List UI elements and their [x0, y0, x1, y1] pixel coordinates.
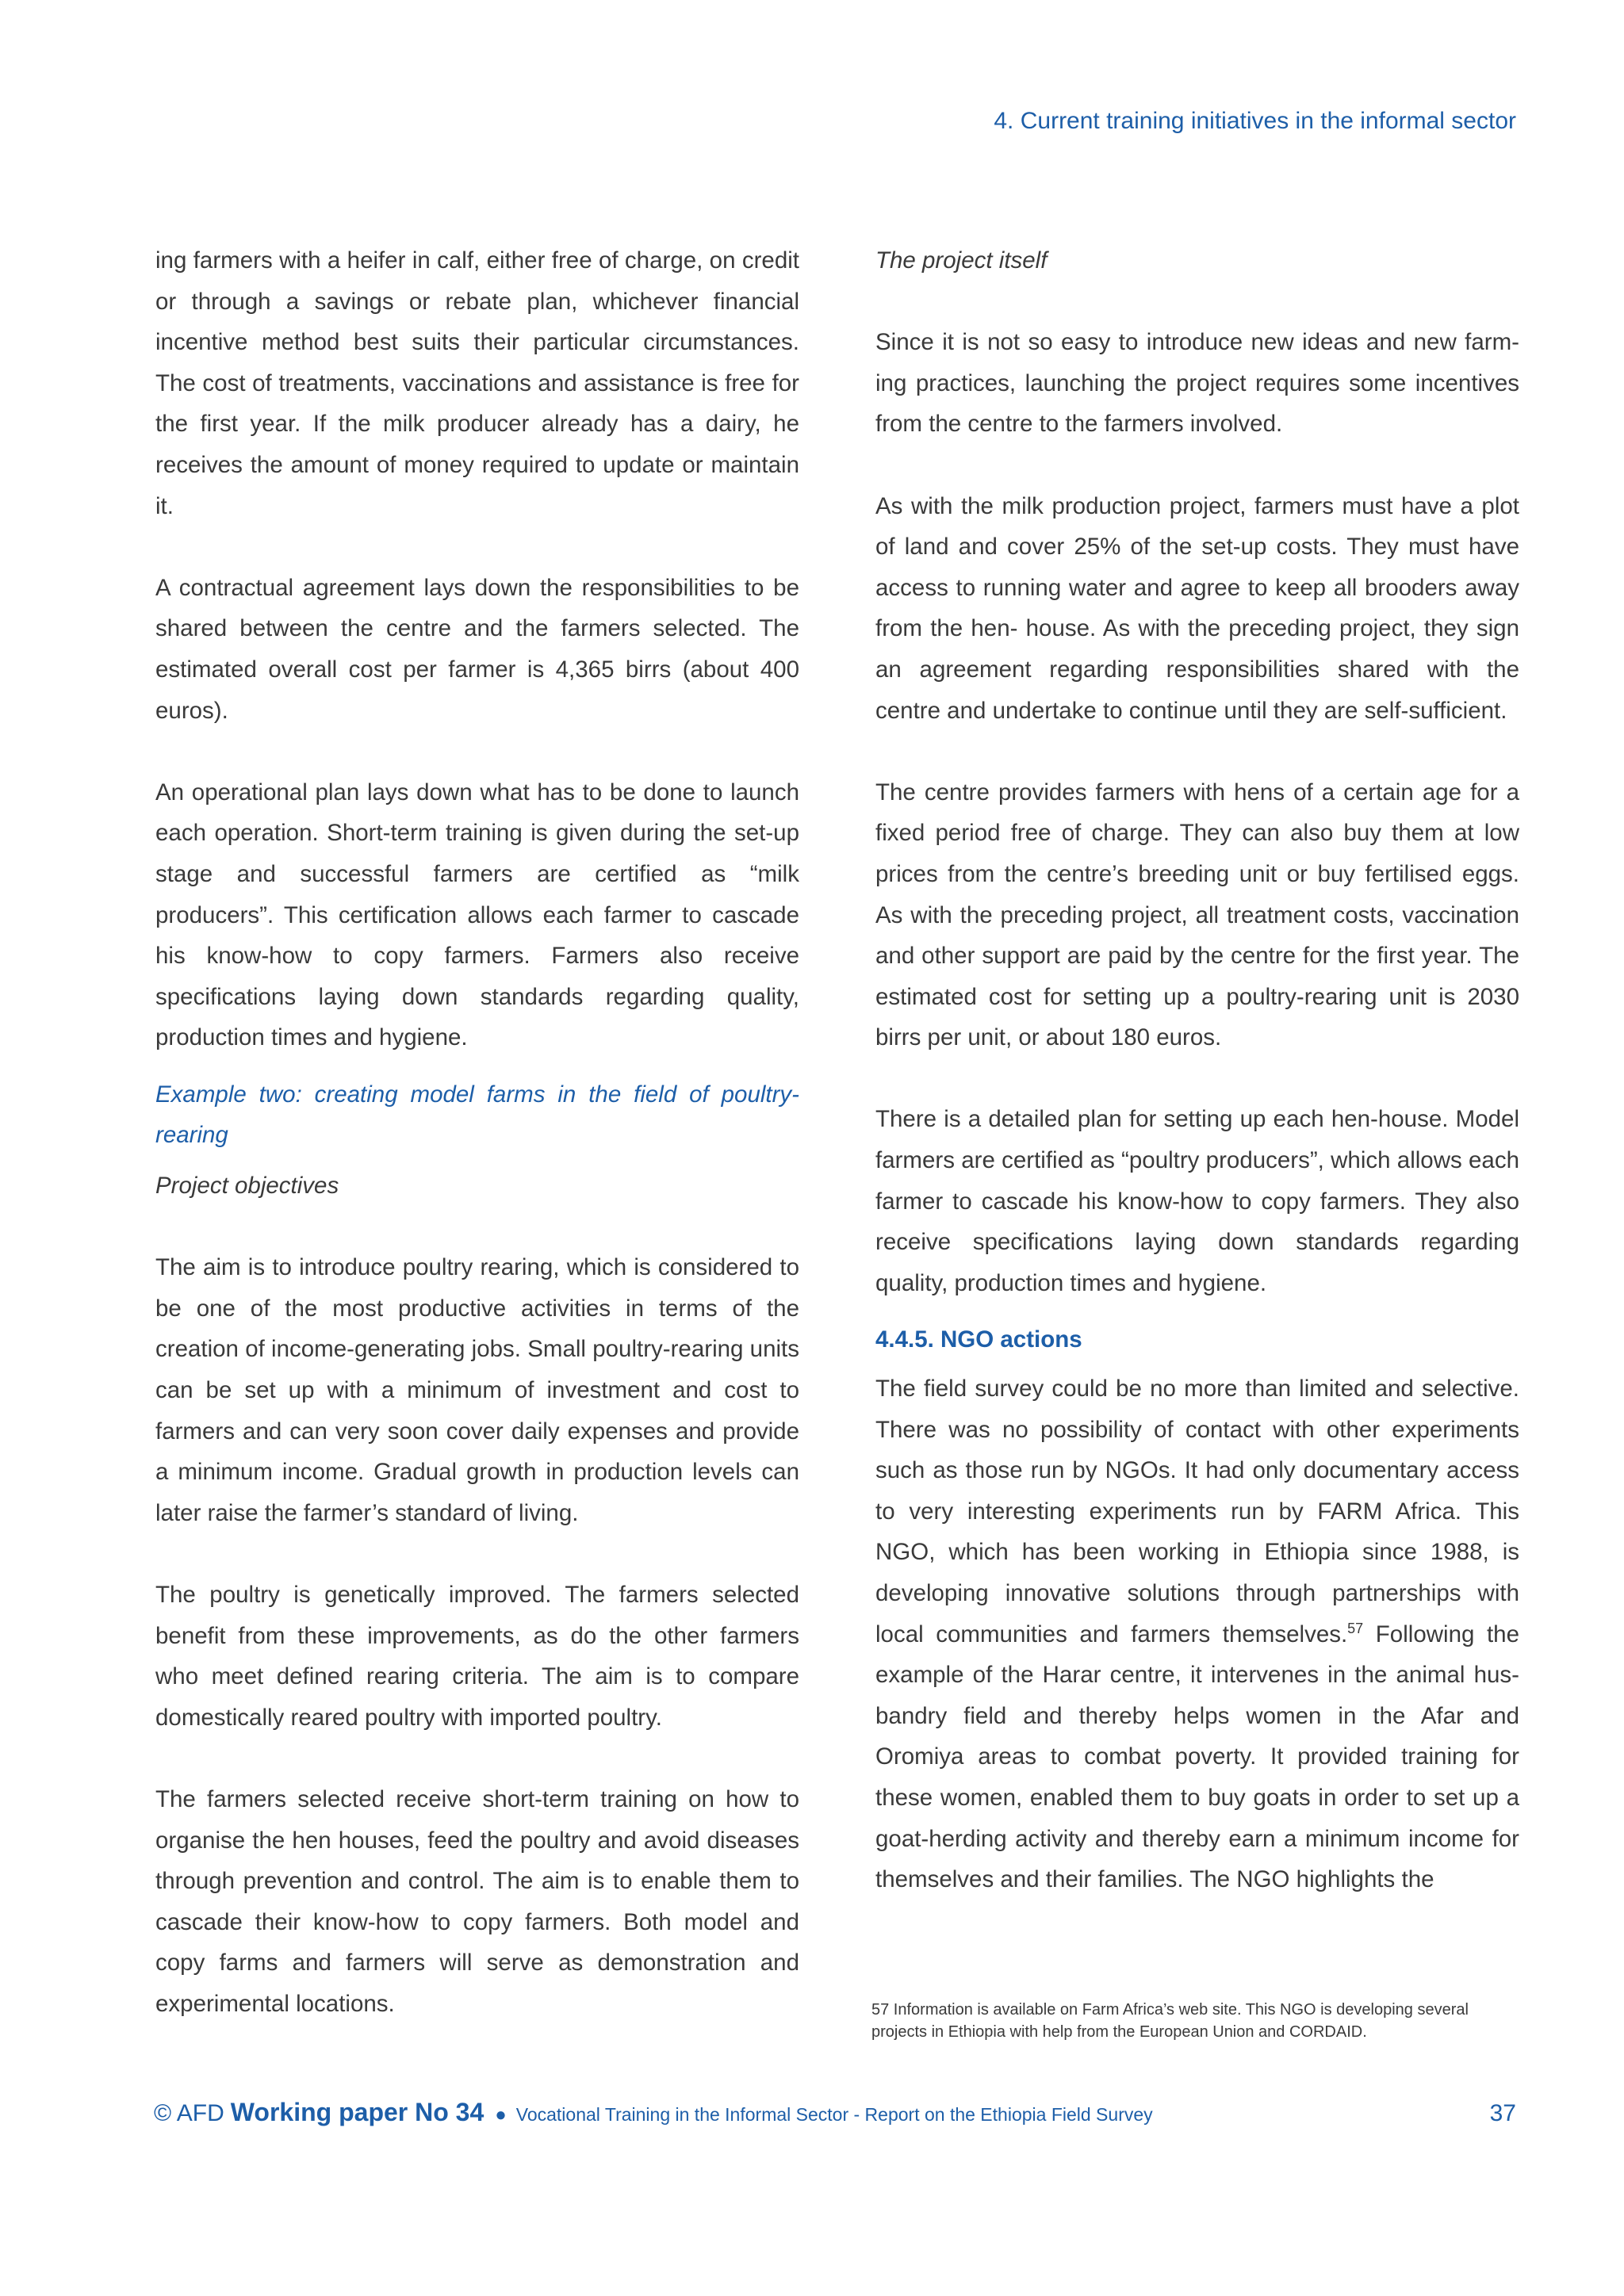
project-heading: The project itself [875, 247, 1048, 274]
example-heading: Example two: creating model farms in the field of poultry-rearing [155, 1081, 799, 1149]
left-column [155, 240, 799, 2025]
paragraph: As with the milk production project, farmers must have a plot of land and cover 25% of the set-up costs. They must have access to running water and agree to keep all brooders away from the hen- house. As with the preceding project, they sign an agreement regarding responsibilities shared with the centre and undertake to continue until they are self-sufficient. [875, 492, 1519, 724]
paragraph-text: Following the example of the Harar centre, it intervenes in the animal husbandry field and thereby helps women in the Afar and Oromiya areas to combat poverty. It provided training for these women, enabled them to buy goats in order to set up a goat-herding activity and thereby earn a minimum income for themselves and their families. The NGO highlights the [875, 1621, 1519, 1893]
document-title: Vocational Training in the Informal Sector - Report on the Ethiopia Field Survey [515, 2104, 1153, 2125]
paragraph: The centre provides farmers with hens of a certain age for a fixed period free of charge. They can also buy them at low prices from the centre’s breeding unit or buy fertilised eggs. As with the preceding project, all treatment costs, vaccination and other support are paid by the centre for the first year. The estimated cost for setting up a poultry-rearing unit is 2030 birrs per unit, or about 180 euros. [875, 779, 1519, 1051]
paragraph: The poultry is genetically improved. The farmers selected benefit from these improvements, as do the other farmers who meet defined rearing criteria. The aim is to compare domestically reared poultry with imported poultry. [155, 1582, 799, 1731]
paragraph-text: The field survey could be no more than limited and selective. There was no possibility of contact with other experiments such as those run by NGOs. It had only documentary access to very interesting experiments run by FARM Africa. This NGO, which has been working in Ethiopia since 1988, is developing innovative solutions through partnerships with local communities and farmers themselves. [875, 1376, 1519, 1647]
paragraph [875, 1368, 1519, 1900]
paragraph: Since it is not so easy to introduce new ideas and new farming practices, launching the project requires some incentives from the centre to the farmers involved. [875, 329, 1519, 438]
objectives-heading: Project objectives [155, 1173, 339, 1200]
section-heading: 4.4.5. NGO actions [875, 1326, 1082, 1353]
bullet-icon: ● [495, 2104, 507, 2126]
paragraph: The aim is to introduce poultry rearing, which is considered to be one of the most productive activities in terms of the creation of income-generating jobs. Small poultry-rearing units can be set up with a minimum of investment and cost to farmers and can very soon cover daily expenses and provide a minimum income. Gradual growth in production levels can later raise the farmer’s standard of living. [155, 1254, 799, 1526]
paragraph: ing farmers with a heifer in calf, either free of charge, on credit or through a savings or rebate plan, whichever financial incentive method best suits their particular circumstances. The cost of treatments, vaccinations and assistance is free for the first year. If the milk producer already has a dairy, he receives the amount of money required to update or maintain it. [155, 247, 799, 519]
page-number: 37 [1489, 2100, 1516, 2126]
series-title: Working paper No 34 [230, 2098, 485, 2126]
footnote-reference[interactable]: 57 [1347, 1620, 1364, 1636]
footnote: 57 Information is available on Farm Africa’s web site. This NGO is developing several projects in Ethiopia with help from the European Union and CORDAID. [871, 2001, 1469, 2041]
paragraph: An operational plan lays down what has to be done to launch each operation. Short-term training is given during the set-up stage and successful farmers are certified as “milk producers”. This certification allows each farmer to cascade his know-how to copy farmers. Farmers also receive specifications laying down standards regarding quality, production times and hygiene. [155, 779, 799, 1051]
paragraph: There is a detailed plan for setting up each hen-house. Model farmers are certified as “poultry producers”, which allows each farmer to cascade his know-how to copy farmers. They also receive specifications laying down standards regarding quality, production times and hygiene. [875, 1106, 1519, 1296]
running-header: 4. Current training initiatives in the informal sector [994, 108, 1516, 134]
page-footer [154, 2098, 1516, 2133]
paragraph: The farmers selected receive short-term training on how to organise the hen houses, feed the poultry and avoid diseases through prevention and control. The aim is to enable them to cascade their know-how to copy farmers. Both model and copy farms and farmers will serve as demonstration and experimental locations. [155, 1785, 799, 2017]
paragraph: A contractual agreement lays down the responsibilities to be shared between the centre and the farmers selected. The estimated overall cost per farmer is 4,365 birrs (about 400 euros). [155, 574, 799, 724]
right-column [875, 240, 1519, 1900]
copyright: © AFD [154, 2100, 224, 2126]
